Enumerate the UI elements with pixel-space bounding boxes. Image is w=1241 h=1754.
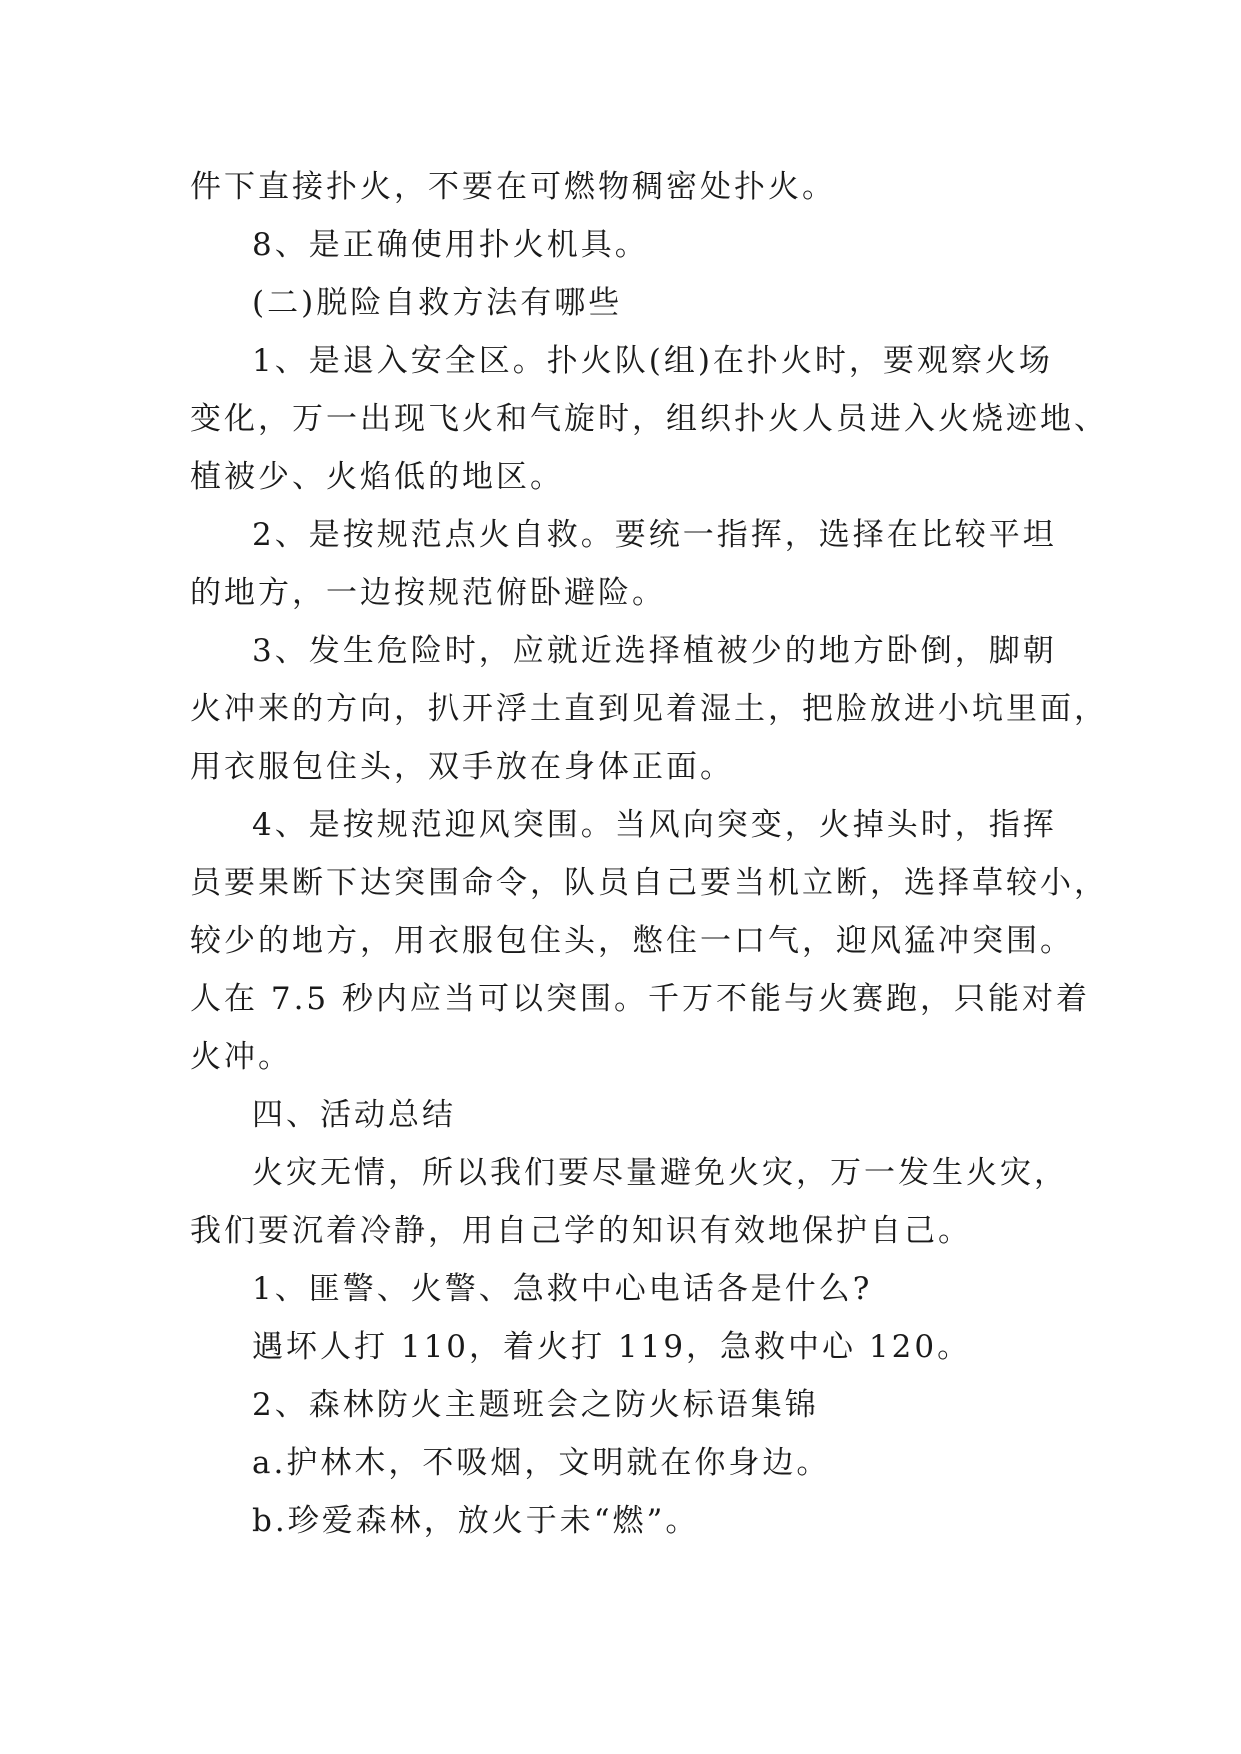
text-line: (二)脱险自救方法有哪些 [252, 285, 623, 321]
slogan-b [190, 1492, 1070, 1550]
text-line: 2、是按规范点火自救。要统一指挥，选择在比较平坦 [252, 517, 1057, 553]
text-line: 变化，万一出现飞火和气旋时，组织扑火人员进入火烧迹地、 [190, 401, 1108, 437]
text-line: 件下直接扑火，不要在可燃物稠密处扑火。 [190, 169, 836, 205]
slogan-a [190, 1434, 1070, 1492]
text-line: 的地方，一边按规范俯卧避险。 [190, 575, 666, 611]
heading-slogans [190, 1376, 1070, 1434]
text-line: b.珍爱森林，放火于未“燃”。 [252, 1503, 700, 1539]
paragraph-summary [190, 1144, 1070, 1260]
text-line: 员要果断下达突围命令，队员自己要当机立断，选择草较小， [190, 865, 1108, 901]
document-body [190, 158, 1108, 1550]
section-heading-summary [190, 1086, 1070, 1144]
text-line: 1、匪警、火警、急救中心电话各是什么? [252, 1271, 873, 1307]
paragraph-escape-4 [190, 796, 1108, 1086]
text-line: 8、是正确使用扑火机具。 [252, 227, 649, 263]
text-line: 四、活动总结 [252, 1097, 456, 1133]
paragraph-escape-2 [190, 506, 1070, 622]
text-line: 火冲来的方向，扒开浮土直到见着湿土，把脸放进小坑里面， [190, 691, 1108, 727]
paragraph-escape-3 [190, 622, 1108, 796]
text-line: 遇坏人打 110，着火打 119，急救中心 120。 [252, 1329, 972, 1365]
text-line: 2、森林防火主题班会之防火标语集锦 [252, 1387, 819, 1423]
text-line: 1、是退入安全区。扑火队(组)在扑火时，要观察火场 [252, 343, 1053, 379]
text-line: 3、发生危险时，应就近选择植被少的地方卧倒，脚朝 [252, 633, 1057, 669]
text-line: 植被少、火焰低的地区。 [190, 459, 564, 495]
text-line: 火灾无情，所以我们要尽量避免火灾，万一发生火灾， [252, 1155, 1068, 1191]
text-line: 火冲。 [190, 1039, 292, 1075]
text-line: a.护林木，不吸烟，文明就在你身边。 [252, 1445, 831, 1481]
paragraph-continuation [190, 158, 1070, 216]
text-line: 4、是按规范迎风突围。当风向突变，火掉头时，指挥 [252, 807, 1057, 843]
section-heading-escape-methods [190, 274, 1070, 332]
text-line: 用衣服包住头，双手放在身体正面。 [190, 749, 734, 785]
answer-emergency-numbers [190, 1318, 1070, 1376]
text-line: 我们要沉着冷静，用自己学的知识有效地保护自己。 [190, 1213, 972, 1249]
paragraph-escape-1 [190, 332, 1108, 506]
text-line: 较少的地方，用衣服包住头，憋住一口气，迎风猛冲突围。 [190, 923, 1074, 959]
question-emergency-numbers [190, 1260, 1070, 1318]
text-line: 人在 7.5 秒内应当可以突围。千万不能与火赛跑，只能对着 [190, 981, 1091, 1017]
paragraph-item-8 [190, 216, 1070, 274]
